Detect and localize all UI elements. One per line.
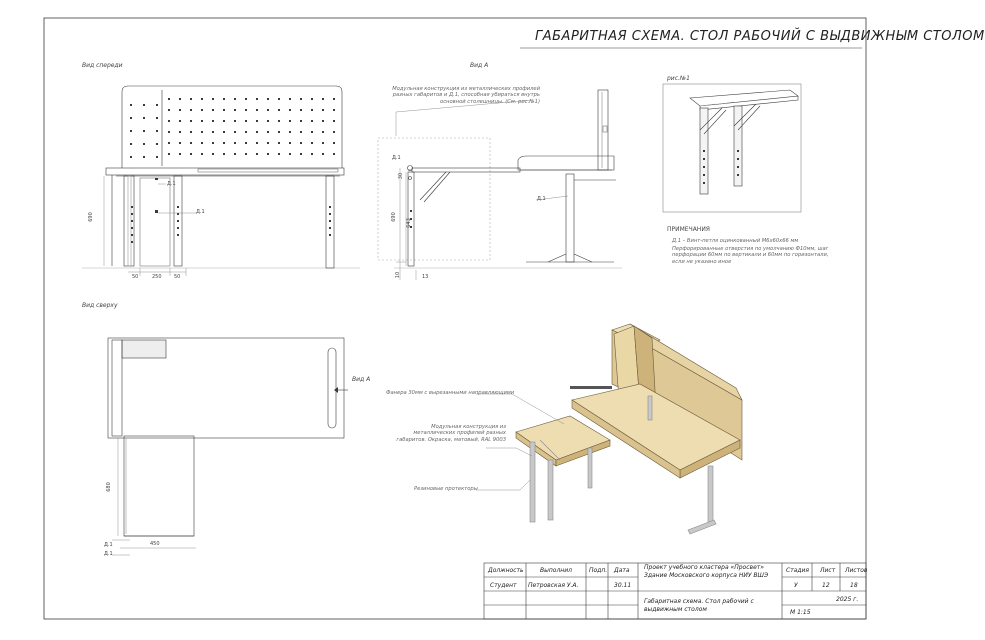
- perforation-hole: [245, 131, 247, 133]
- perforation-hole: [190, 98, 192, 100]
- perforation-hole: [130, 117, 132, 119]
- perforation-hole: [311, 120, 313, 122]
- perforation-hole: [289, 98, 291, 100]
- side-view: [378, 90, 622, 280]
- perforation-hole: [168, 98, 170, 100]
- perforation-hole: [234, 131, 236, 133]
- tb-sheets-header: Листов: [845, 567, 868, 574]
- front-view-label: Вид спереди: [82, 62, 123, 69]
- perforation-hole: [333, 109, 335, 111]
- perforation-hole: [267, 142, 269, 144]
- dim-top-width: 450: [150, 541, 160, 547]
- perforation-hole: [245, 120, 247, 122]
- perforation-hole: [322, 142, 324, 144]
- perforation-hole: [168, 131, 170, 133]
- perforation-hole: [278, 142, 280, 144]
- perforation-hole: [300, 98, 302, 100]
- dim-front-d1-top: Д.1: [167, 181, 176, 187]
- tb-project: Проект учебного кластера «Просвет» Здание Московского корпуса НИУ ВШЭ: [644, 564, 769, 579]
- perforation-hole: [322, 109, 324, 111]
- iso-modular-note: Модульная конструкция из металлических профилей разных габаритов. Окраска, матовый, RAL 9003: [396, 424, 506, 443]
- perforation-hole: [143, 143, 145, 145]
- perforation-hole: [168, 109, 170, 111]
- side-view-label: Вид А: [470, 62, 489, 69]
- tb-author: Петровская У.А.: [528, 582, 579, 589]
- perforation-hole: [322, 120, 324, 122]
- perforation-hole: [289, 120, 291, 122]
- perforation-hole: [267, 131, 269, 133]
- perforation-hole: [300, 142, 302, 144]
- perforation-hole: [179, 98, 181, 100]
- dim-front-height: 690: [87, 212, 94, 222]
- perforation-hole: [278, 131, 280, 133]
- perforation-hole: [300, 131, 302, 133]
- note-item-2: Перфорированные отверстия по умолчанию Ф10мм, шаг перфорации 60мм по вертикали и 60мм по горизонтали, если не указано иное: [672, 246, 829, 265]
- tb-scale: М 1:15: [790, 609, 811, 616]
- perforation-hole: [333, 153, 335, 155]
- perforation-hole: [223, 98, 225, 100]
- perforation-hole: [300, 153, 302, 155]
- perforation-hole: [256, 153, 258, 155]
- perforation-hole: [156, 156, 158, 158]
- tb-year: 2025 г.: [836, 596, 859, 603]
- perforation-hole: [201, 142, 203, 144]
- iso-protectors-note: Резиновые протекторы: [414, 486, 478, 492]
- perforation-hole: [156, 117, 158, 119]
- perforation-hole: [190, 131, 192, 133]
- perforation-hole: [311, 131, 313, 133]
- perforation-hole: [130, 130, 132, 132]
- tb-header-performed: Выполнил: [540, 567, 572, 574]
- perforation-hole: [156, 104, 158, 106]
- perforation-hole: [212, 153, 214, 155]
- tb-header-signature: Подп.: [589, 567, 608, 574]
- perforation-hole: [143, 130, 145, 132]
- perforation-hole: [256, 98, 258, 100]
- perforation-hole: [190, 109, 192, 111]
- note-item-1: Д.1 – Винт-петля оцинкованный М6х60х66 мм: [672, 238, 799, 244]
- perforation-hole: [245, 98, 247, 100]
- dim-side-d1: Д.1: [392, 155, 401, 161]
- perforation-hole: [130, 104, 132, 106]
- perforation-hole: [223, 142, 225, 144]
- dim-side-10: 10: [395, 271, 402, 279]
- perforation-pattern: [130, 98, 335, 158]
- perforation-hole: [245, 142, 247, 144]
- dim-side-643: 643: [405, 218, 412, 228]
- dim-side-13: 13: [422, 274, 429, 280]
- perforation-hole: [333, 98, 335, 100]
- iso-plywood-note: Фанера 30мм с вырезанными направляющими: [386, 390, 515, 396]
- perforation-hole: [289, 142, 291, 144]
- perforation-hole: [156, 130, 158, 132]
- top-view-label: Вид сверху: [82, 302, 118, 309]
- perforation-hole: [267, 120, 269, 122]
- perforation-hole: [234, 98, 236, 100]
- dim-front-d1: Д.1: [196, 209, 205, 215]
- perforation-hole: [179, 131, 181, 133]
- tb-stage-header: Стадия: [786, 567, 810, 574]
- tb-sheet-value: 12: [822, 582, 830, 589]
- perforation-hole: [179, 153, 181, 155]
- detail-label: рис.№1: [667, 75, 690, 82]
- perforation-hole: [311, 109, 313, 111]
- perforation-hole: [267, 109, 269, 111]
- dim-front-w3: 50: [174, 274, 181, 280]
- perforation-hole: [212, 120, 214, 122]
- perforation-hole: [245, 109, 247, 111]
- dim-front-w1: 50: [132, 274, 139, 280]
- perforation-hole: [333, 131, 335, 133]
- tb-header-position: Должность: [488, 567, 524, 574]
- perforation-hole: [190, 120, 192, 122]
- perforation-hole: [201, 131, 203, 133]
- perforation-hole: [179, 142, 181, 144]
- perforation-hole: [300, 109, 302, 111]
- perforation-hole: [179, 109, 181, 111]
- perforation-hole: [223, 153, 225, 155]
- perforation-hole: [245, 153, 247, 155]
- perforation-hole: [256, 131, 258, 133]
- perforation-hole: [278, 153, 280, 155]
- perforation-hole: [256, 120, 258, 122]
- perforation-hole: [168, 153, 170, 155]
- perforation-hole: [179, 120, 181, 122]
- tb-role: Студент: [490, 582, 517, 589]
- perforation-hole: [311, 142, 313, 144]
- notes-heading: ПРИМЕЧАНИЯ: [667, 226, 710, 233]
- perforation-hole: [300, 120, 302, 122]
- perforation-hole: [289, 109, 291, 111]
- perforation-hole: [143, 156, 145, 158]
- tb-sheet-header: Лист: [820, 567, 836, 574]
- perforation-hole: [278, 120, 280, 122]
- perforation-hole: [311, 98, 313, 100]
- perforation-hole: [234, 142, 236, 144]
- perforation-hole: [278, 109, 280, 111]
- perforation-hole: [212, 142, 214, 144]
- dim-side-d1-leg: Д.1: [537, 196, 546, 202]
- perforation-hole: [223, 109, 225, 111]
- tb-date: 30.11: [614, 582, 632, 589]
- perforation-hole: [223, 131, 225, 133]
- perforation-hole: [267, 98, 269, 100]
- perforation-hole: [201, 109, 203, 111]
- dim-side-30: 30: [398, 172, 405, 180]
- sheet-frame: [44, 18, 866, 619]
- tb-stage-value: У: [794, 582, 798, 589]
- tb-drawing-name: Габаритная схема. Стол рабочий с выдвижным столом: [644, 598, 754, 613]
- tb-header-date: Дата: [614, 567, 630, 574]
- perforation-hole: [278, 98, 280, 100]
- perforation-hole: [190, 142, 192, 144]
- isometric-view: [516, 324, 742, 534]
- view-a-arrow-label: Вид А: [352, 376, 371, 383]
- perforation-hole: [333, 120, 335, 122]
- dim-front-w2: 250: [152, 274, 162, 280]
- perforation-hole: [156, 143, 158, 145]
- perforation-hole: [333, 142, 335, 144]
- perforation-hole: [223, 120, 225, 122]
- perforation-hole: [212, 109, 214, 111]
- perforation-hole: [322, 153, 324, 155]
- perforation-hole: [201, 98, 203, 100]
- perforation-hole: [322, 98, 324, 100]
- sheet-title: ГАБАРИТНАЯ СХЕМА. СТОЛ РАБОЧИЙ С ВЫДВИЖНЫМ СТОЛОМ: [535, 29, 985, 44]
- dim-top-d1-b: Д.1: [104, 551, 113, 557]
- perforation-hole: [289, 131, 291, 133]
- perforation-hole: [201, 120, 203, 122]
- perforation-hole: [212, 98, 214, 100]
- perforation-hole: [168, 142, 170, 144]
- perforation-hole: [256, 109, 258, 111]
- perforation-hole: [311, 153, 313, 155]
- perforation-hole: [201, 153, 203, 155]
- dim-side-690: 690: [390, 212, 397, 222]
- perforation-hole: [168, 120, 170, 122]
- perforation-hole: [130, 156, 132, 158]
- perforation-hole: [234, 120, 236, 122]
- detail-figure: [663, 84, 801, 212]
- perforation-hole: [212, 131, 214, 133]
- perforation-hole: [267, 153, 269, 155]
- dim-top-d1-a: Д.1: [104, 542, 113, 548]
- perforation-hole: [143, 117, 145, 119]
- perforation-hole: [190, 153, 192, 155]
- perforation-hole: [322, 131, 324, 133]
- side-callout-note: Модульная конструкция из металлических профилей разных габаритов и Д.1, способная убираться внутрь основной столешницы. (См. рис.№1): [392, 86, 540, 105]
- perforation-hole: [143, 104, 145, 106]
- perforation-hole: [234, 153, 236, 155]
- dim-top-depth: 680: [105, 482, 112, 492]
- perforation-hole: [289, 153, 291, 155]
- perforation-hole: [130, 143, 132, 145]
- tb-sheets-value: 18: [850, 582, 858, 589]
- front-view: [82, 86, 360, 276]
- perforation-hole: [256, 142, 258, 144]
- perforation-hole: [234, 109, 236, 111]
